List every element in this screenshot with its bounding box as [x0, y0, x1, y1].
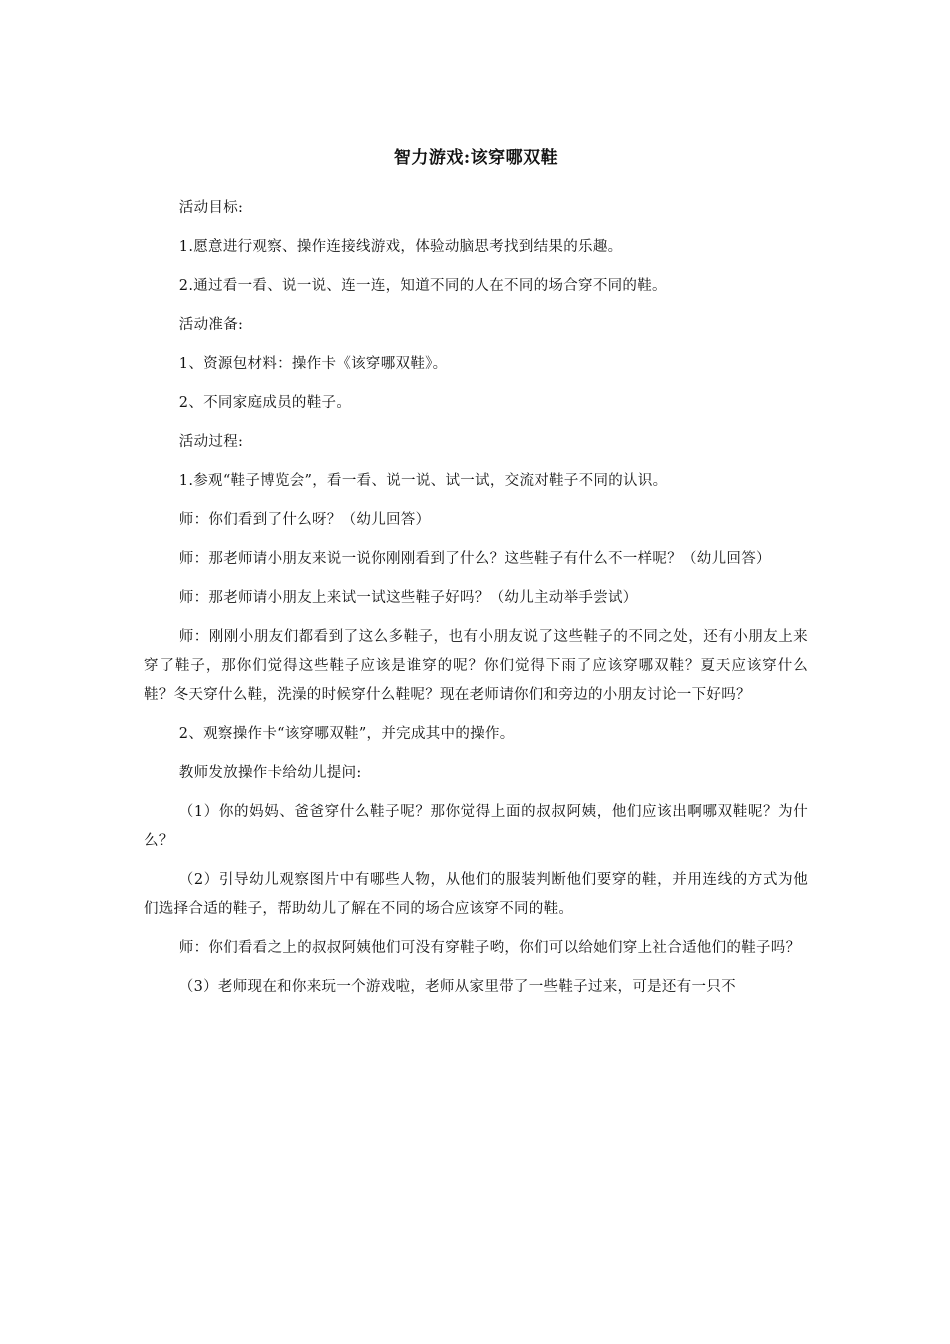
paragraph-process-heading: 活动过程: [178, 434, 244, 450]
document-title: 智力游戏:该穿哪双鞋 [393, 148, 559, 168]
paragraph-goal-2: 2.通过看一看、说一说、连一连，知道不同的人在不同的场合穿不同的鞋。 [178, 278, 667, 294]
paragraph-preparation-2: 2、不同家庭成员的鞋子。 [178, 395, 352, 411]
paragraph-preparation-heading: 活动准备: [178, 317, 244, 333]
paragraph-dialogue: 师：那老师请小朋友上来试一试这些鞋子好吗？（幼儿主动举手尝试） [178, 590, 638, 606]
document-body [144, 146, 808, 1012]
paragraph-teacher-question-intro: 教师发放操作卡给幼儿提问: [178, 765, 362, 781]
paragraph-question-1: （1）你的妈妈、爸爸穿什么鞋子呢？那你觉得上面的叔叔阿姨，他们应该出啊哪双鞋呢？为什么？ [144, 804, 808, 849]
paragraph-dialogue: 师：你们看看之上的叔叔阿姨他们可没有穿鞋子哟，你们可以给她们穿上社合适他们的鞋子吗？ [178, 940, 801, 956]
paragraph-goals-heading: 活动目标: [178, 200, 244, 216]
paragraph-question-2: （2）引导幼儿观察图片中有哪些人物，从他们的服装判断他们要穿的鞋，并用连线的方式为他们选择合适的鞋子，帮助幼儿了解在不同的场合应该穿不同的鞋。 [144, 872, 808, 917]
paragraph-question-3: （3）老师现在和你来玩一个游戏啦，老师从家里带了一些鞋子过来，可是还有一只不 [178, 979, 736, 995]
paragraph-goal-1: 1.愿意进行观察、操作连接线游戏，体验动脑思考找到结果的乐趣。 [178, 239, 623, 255]
paragraph-process-step-2: 2、观察操作卡“该穿哪双鞋”，并完成其中的操作。 [178, 726, 515, 742]
paragraph-preparation-1: 1、资源包材料：操作卡《该穿哪双鞋》。 [178, 356, 448, 372]
paragraph-process-step-1: 1.参观“鞋子博览会”，看一看、说一说、试一试，交流对鞋子不同的认识。 [178, 473, 668, 489]
paragraph-dialogue: 师：你们看到了什么呀？（幼儿回答） [178, 512, 431, 528]
paragraph-dialogue: 师：刚刚小朋友们都看到了这么多鞋子，也有小朋友说了这些鞋子的不同之处，还有小朋友上来穿了鞋子，那你们觉得这些鞋子应该是谁穿的呢？你们觉得下雨了应该穿哪双鞋？夏天应该穿什么鞋？冬天穿什么鞋，洗澡的时候穿什么鞋呢？现在老师请你们和旁边的小朋友讨论一下好吗？ [144, 629, 808, 703]
paragraph-dialogue: 师：那老师请小朋友来说一说你刚刚看到了什么？这些鞋子有什么不一样呢？（幼儿回答） [178, 551, 771, 567]
